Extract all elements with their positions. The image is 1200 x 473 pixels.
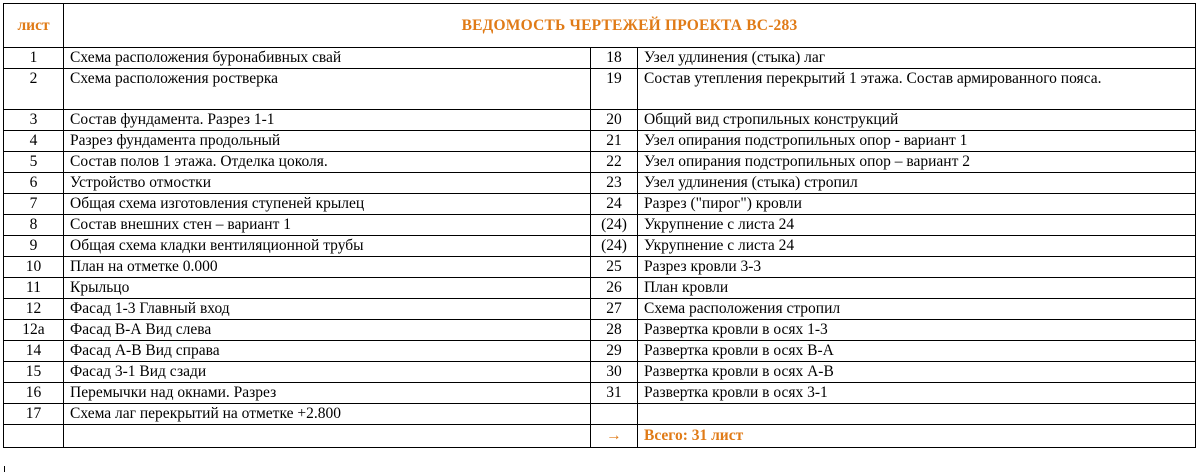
left-drawing-title: Схема расположения буронабивных свай <box>64 48 591 69</box>
left-drawing-title: Фасад 3-1 Вид сзади <box>64 362 591 383</box>
left-drawing-title: Фасад 1-3 Главный вход <box>64 299 591 320</box>
table-row <box>4 152 1196 173</box>
table-row <box>4 131 1196 152</box>
left-sheet-number: 3 <box>4 110 64 131</box>
right-sheet-number: 22 <box>591 152 638 173</box>
table-row <box>4 383 1196 404</box>
right-sheet-number: 28 <box>591 320 638 341</box>
left-sheet-number: 16 <box>4 383 64 404</box>
left-sheet-number: 10 <box>4 257 64 278</box>
total-sheets: Всего: 31 лист <box>638 425 1196 448</box>
left-drawing-title: Устройство отмостки <box>64 173 591 194</box>
right-drawing-title: Схема расположения стропил <box>638 299 1196 320</box>
right-drawing-title: Общий вид стропильных конструкций <box>638 110 1196 131</box>
right-sheet-number: 18 <box>591 48 638 69</box>
right-sheet-number: 25 <box>591 257 638 278</box>
right-drawing-title: Состав утепления перекрытий 1 этажа. Состав армированного пояса. <box>638 69 1196 110</box>
right-drawing-title: Узел удлинения (стыка) лаг <box>638 48 1196 69</box>
left-sheet-number: 12 <box>4 299 64 320</box>
left-sheet-number: 9 <box>4 236 64 257</box>
right-drawing-title: Укрупнение с листа 24 <box>638 236 1196 257</box>
left-drawing-title: Фасад В-А Вид слева <box>64 320 591 341</box>
right-drawing-title: Развертка кровли в осях 3-1 <box>638 383 1196 404</box>
left-sheet-number: 12а <box>4 320 64 341</box>
table-row <box>4 257 1196 278</box>
right-drawing-title: Развертка кровли в осях В-А <box>638 341 1196 362</box>
left-drawing-title: Состав полов 1 этажа. Отделка цоколя. <box>64 152 591 173</box>
sheet-column-header: лист <box>4 4 64 48</box>
right-sheet-number <box>591 404 638 425</box>
header-row <box>4 4 1196 48</box>
drawing-register-table <box>3 3 1196 448</box>
left-sheet-number: 4 <box>4 131 64 152</box>
empty-cell <box>4 425 64 448</box>
right-drawing-title: Узел удлинения (стыка) стропил <box>638 173 1196 194</box>
table-row <box>4 48 1196 69</box>
empty-cell <box>64 425 591 448</box>
table-row <box>4 362 1196 383</box>
left-sheet-number: 6 <box>4 173 64 194</box>
table-row <box>4 404 1196 425</box>
register-body <box>4 4 1196 448</box>
left-drawing-title: Схема лаг перекрытий на отметке +2.800 <box>64 404 591 425</box>
table-row <box>4 110 1196 131</box>
right-drawing-title <box>638 404 1196 425</box>
total-row <box>4 425 1196 448</box>
left-drawing-title: Фасад А-В Вид справа <box>64 341 591 362</box>
right-drawing-title: Узел опирания подстропильных опор - вариант 1 <box>638 131 1196 152</box>
left-drawing-title: Общая схема кладки вентиляционной трубы <box>64 236 591 257</box>
right-sheet-number: 23 <box>591 173 638 194</box>
right-sheet-number: 31 <box>591 383 638 404</box>
left-sheet-number: 5 <box>4 152 64 173</box>
table-row <box>4 69 1196 110</box>
table-row <box>4 278 1196 299</box>
right-drawing-title: Развертка кровли в осях 1-3 <box>638 320 1196 341</box>
left-sheet-number: 14 <box>4 341 64 362</box>
right-drawing-title: Разрез ("пирог") кровли <box>638 194 1196 215</box>
left-drawing-title: Разрез фундамента продольный <box>64 131 591 152</box>
table-row <box>4 236 1196 257</box>
right-sheet-number: 20 <box>591 110 638 131</box>
right-drawing-title: Развертка кровли в осях А-В <box>638 362 1196 383</box>
left-drawing-title: Перемычки над окнами. Разрез <box>64 383 591 404</box>
left-sheet-number: 7 <box>4 194 64 215</box>
left-drawing-title: Крыльцо <box>64 278 591 299</box>
right-sheet-number: 21 <box>591 131 638 152</box>
table-row <box>4 215 1196 236</box>
left-sheet-number: 1 <box>4 48 64 69</box>
left-drawing-title: Схема расположения ростверка <box>64 69 591 110</box>
right-sheet-number: 27 <box>591 299 638 320</box>
left-drawing-title: План на отметке 0.000 <box>64 257 591 278</box>
left-sheet-number: 15 <box>4 362 64 383</box>
table-row <box>4 173 1196 194</box>
right-sheet-number: 29 <box>591 341 638 362</box>
right-drawing-title: Укрупнение с листа 24 <box>638 215 1196 236</box>
page-corner-mark <box>4 466 5 472</box>
table-row <box>4 299 1196 320</box>
table-row <box>4 194 1196 215</box>
left-drawing-title: Общая схема изготовления ступеней крылец <box>64 194 591 215</box>
right-sheet-number: (24) <box>591 215 638 236</box>
right-drawing-title: Разрез кровли 3-3 <box>638 257 1196 278</box>
left-sheet-number: 11 <box>4 278 64 299</box>
total-arrow: → <box>591 425 638 448</box>
left-sheet-number: 8 <box>4 215 64 236</box>
right-sheet-number: 24 <box>591 194 638 215</box>
left-sheet-number: 17 <box>4 404 64 425</box>
left-sheet-number: 2 <box>4 69 64 110</box>
table-row <box>4 341 1196 362</box>
right-sheet-number: (24) <box>591 236 638 257</box>
left-drawing-title: Состав фундамента. Разрез 1-1 <box>64 110 591 131</box>
table-row <box>4 320 1196 341</box>
right-sheet-number: 30 <box>591 362 638 383</box>
right-drawing-title: План кровли <box>638 278 1196 299</box>
right-drawing-title: Узел опирания подстропильных опор – вариант 2 <box>638 152 1196 173</box>
register-title: ВЕДОМОСТЬ ЧЕРТЕЖЕЙ ПРОЕКТА ВС-283 <box>64 4 1196 48</box>
right-sheet-number: 26 <box>591 278 638 299</box>
left-drawing-title: Состав внешних стен – вариант 1 <box>64 215 591 236</box>
right-sheet-number: 19 <box>591 69 638 110</box>
